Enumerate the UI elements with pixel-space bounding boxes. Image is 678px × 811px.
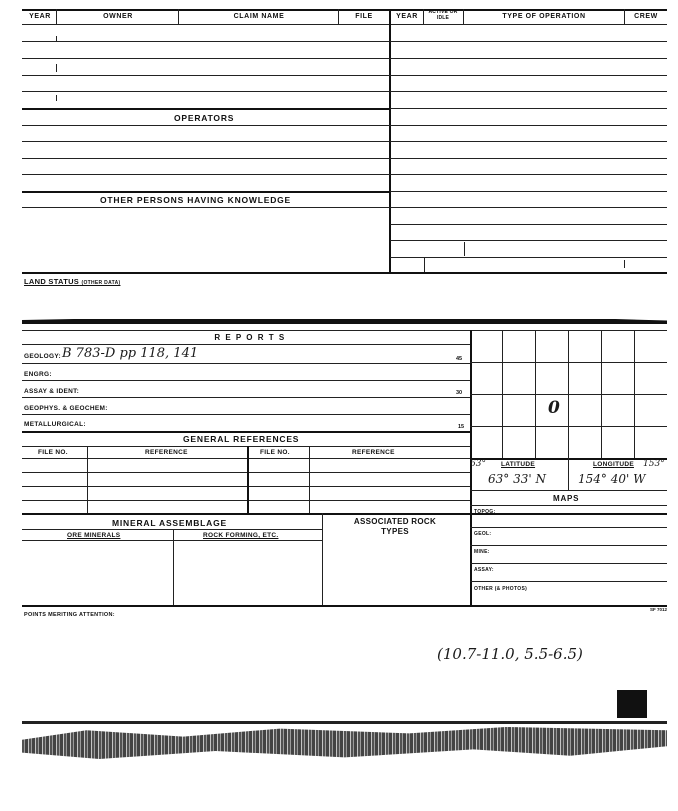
maps-geol: GEOL: [474,531,492,537]
maps-assay: ASSAY: [474,567,494,573]
latitude-label: LATITUDE [501,461,536,468]
reports-title: R E P O R T S [214,333,286,342]
lat-prefix: 63° [470,459,486,469]
geology-label: GEOLOGY: [24,353,61,360]
ref-header-file-no-1: FILE NO. [38,449,68,456]
metallurgical-label: METALLURGICAL: [24,421,86,428]
general-references-title: GENERAL REFERENCES [183,434,300,444]
form-number: SF 7012 [650,607,668,612]
engrg-label: ENGRG: [24,371,52,378]
longitude-suffix: 153° [643,459,665,469]
geology-num: 45 [456,356,463,362]
header-owner: OWNER [103,13,133,20]
operators-label: OPERATORS [174,113,235,123]
ref-header-reference-2: REFERENCE [352,449,395,456]
header-claim-name: CLAIM NAME [233,13,285,20]
maps-other: OTHER (& PHOTOS) [474,586,528,592]
maps-title: MAPS [553,494,580,503]
header-type-of-operation: TYPE OF OPERATION [502,13,586,20]
ref-header-file-no-2: FILE NO. [260,449,290,456]
land-status-label: LAND STATUS (OTHER DATA) [24,277,121,286]
header-year: YEAR [29,13,51,20]
assay-label: ASSAY & IDENT: [24,388,80,395]
ref-header-reference-1: REFERENCE [145,449,188,456]
header-crew: CREW [634,13,658,20]
longitude-label: LONGITUDE [593,461,634,468]
maps-mine: MINE: [474,549,490,555]
geology-value: B 783-D pp 118, 141 [62,346,199,361]
longitude-value: 154° 40' W [578,472,646,486]
header-active-idle: ACTIVE OR IDLE [428,9,458,21]
other-persons-label: OTHER PERSONS HAVING KNOWLEDGE [100,195,292,205]
assay-num: 30 [456,390,463,396]
handwritten-note: (10.7-11.0, 5.5-6.5) [437,645,583,663]
associated-rock-types-label: ASSOCIATED ROCK TYPES [353,517,437,536]
header-year-2: YEAR [396,13,418,20]
points-meriting-attention: POINTS MERITING ATTENTION: [24,612,115,618]
grid-mark: 0 [548,398,560,418]
geophys-label: GEOPHYS. & GEOCHEM: [24,405,108,412]
mineral-assemblage-title: MINERAL ASSEMBLAGE [112,518,227,528]
latitude-value: 63° 33' N [488,472,546,486]
metallurgical-num: 15 [458,424,465,430]
maps-topog: TOPOG: [474,509,496,515]
header-file: FILE [355,13,373,20]
ore-minerals-label: ORE MINERALS [67,532,121,539]
rock-forming-label: ROCK FORMING, ETC. [203,532,279,539]
